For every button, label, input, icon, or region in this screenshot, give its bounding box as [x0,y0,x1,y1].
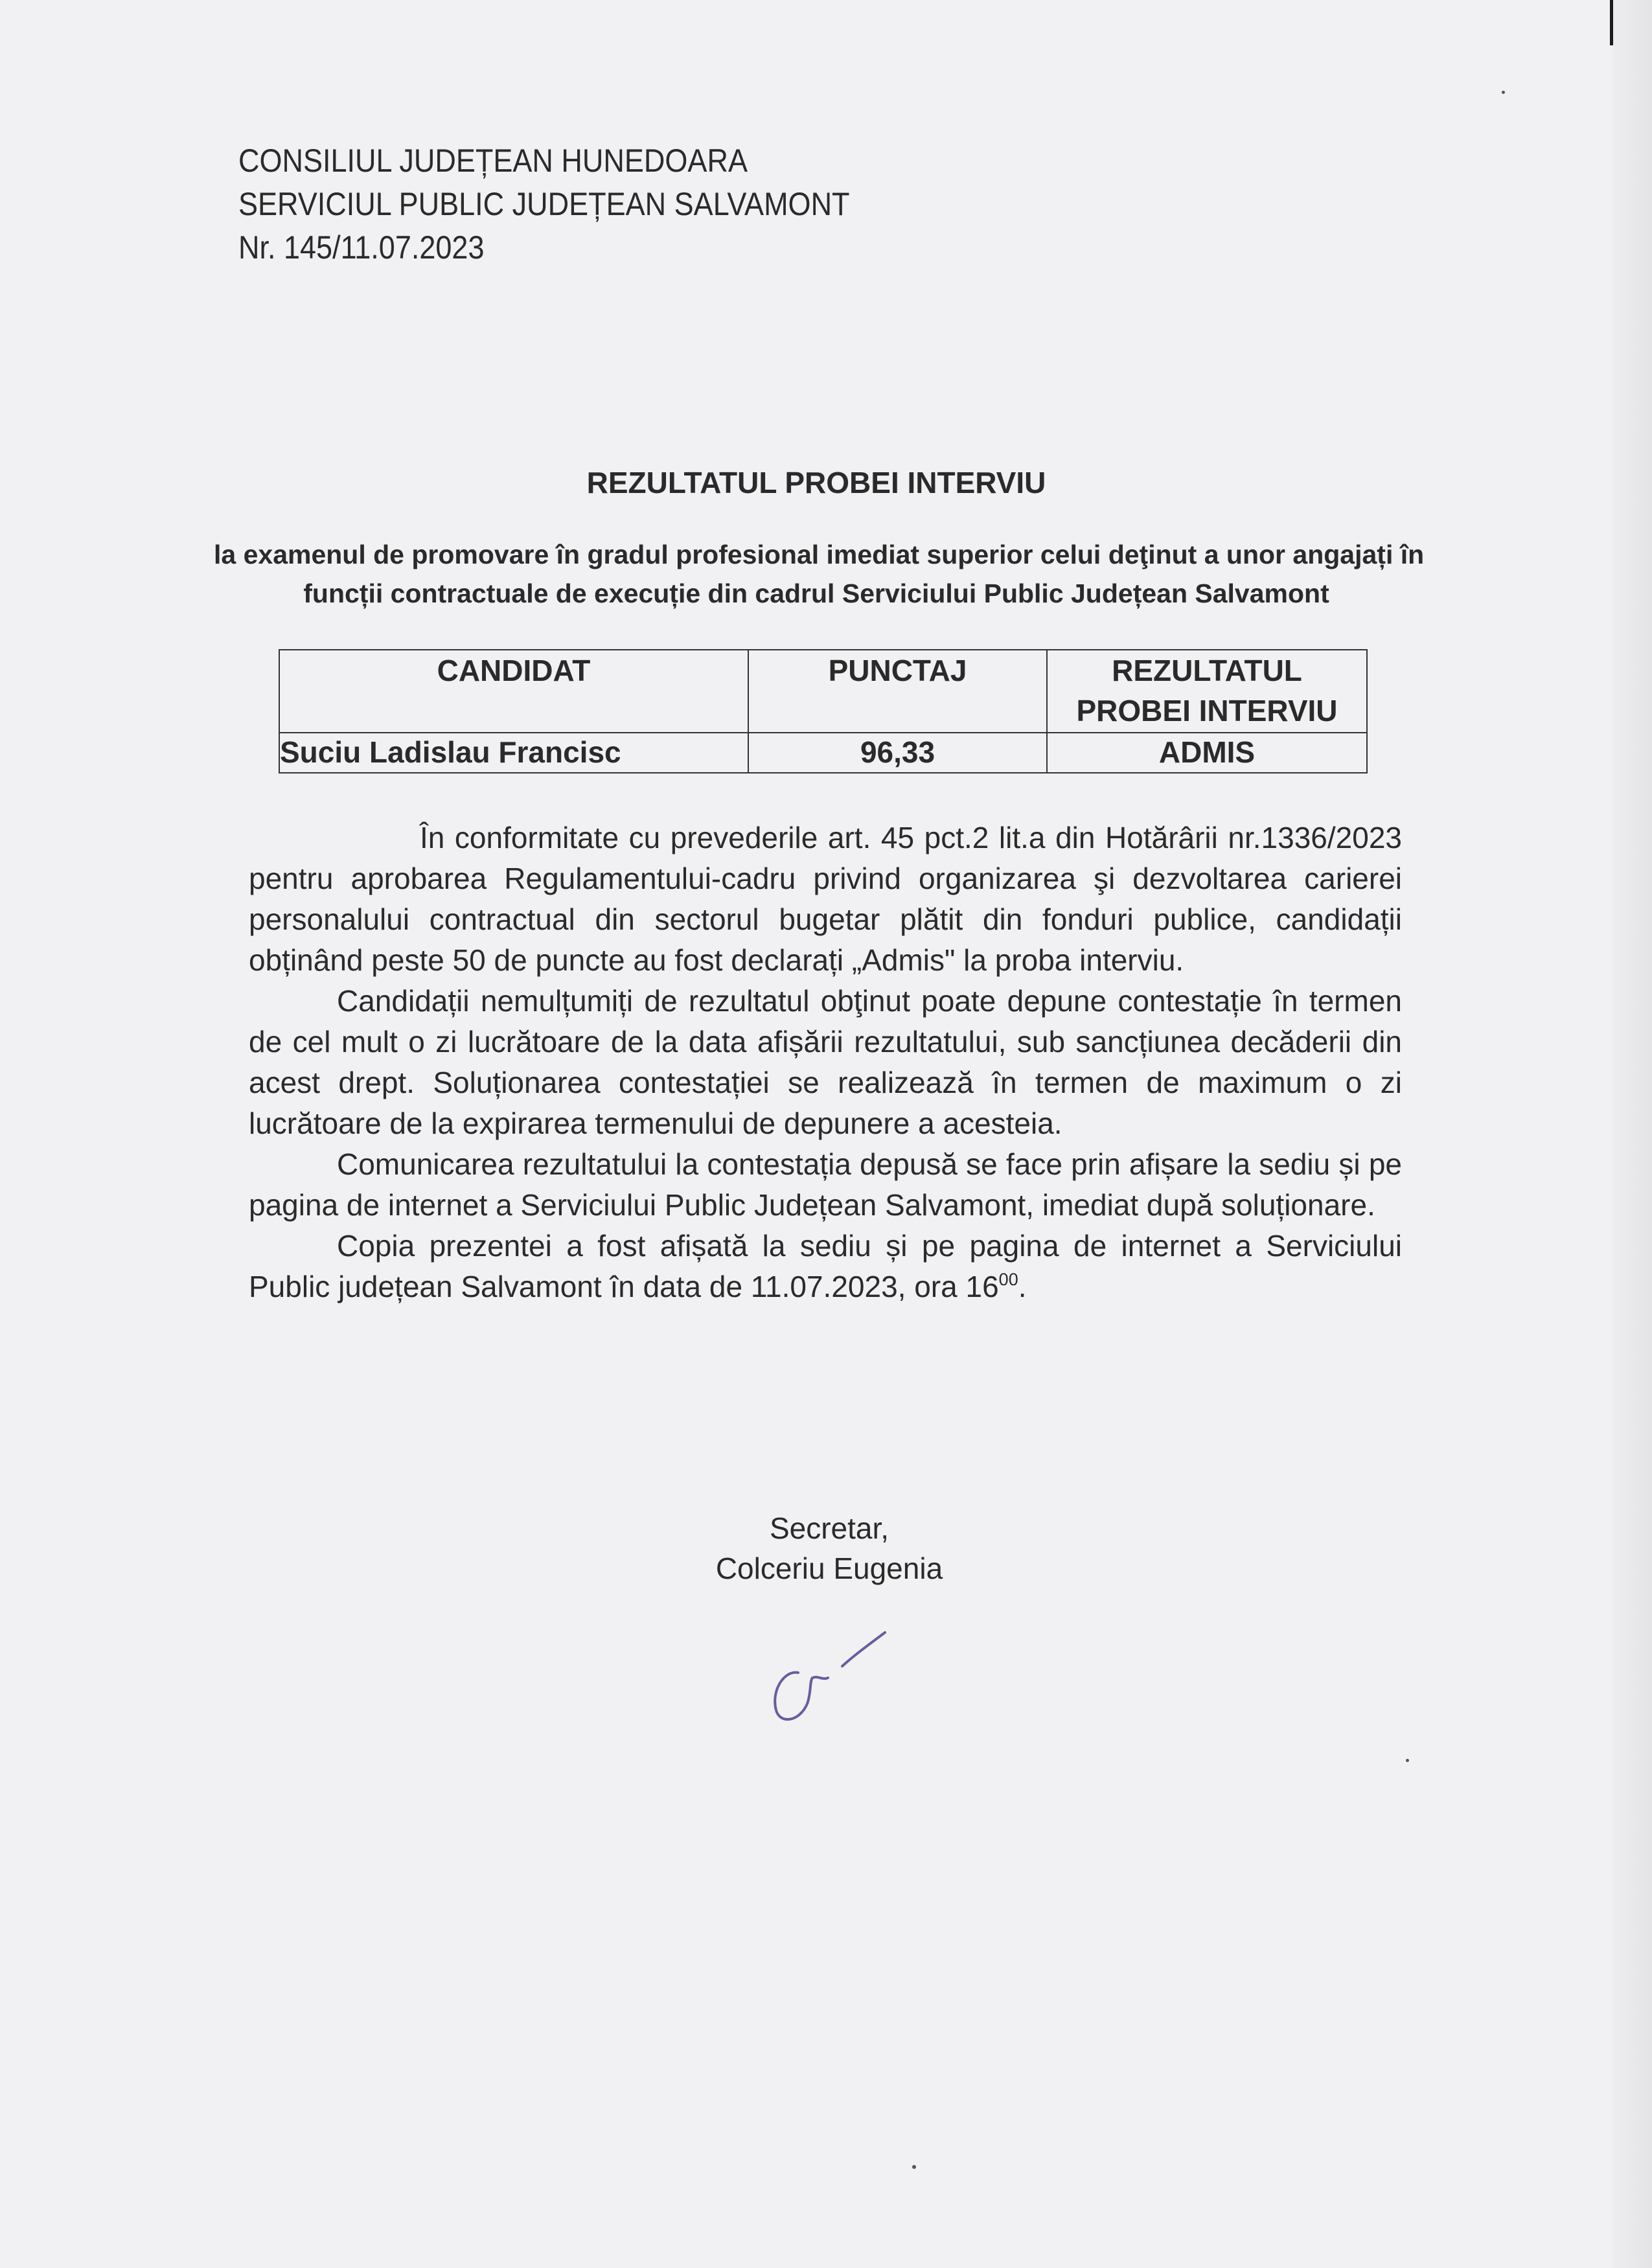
page-edge-shadow [1610,0,1613,45]
candidate-result: ADMIS [1047,733,1367,773]
scan-speck [1502,91,1505,94]
subtitle-line-1: la examenul de promovare în gradul profesional imediat superior celui deţinut a unor angajați în [214,540,1425,569]
candidate-name: Suciu Ladislau Francisc [279,733,748,773]
document-header [238,139,850,269]
handwritten-signature [758,1613,926,1743]
header-service: SERVICIUL PUBLIC JUDEȚEAN SALVAMONT [238,186,850,222]
signatory-role: Secretar, [769,1511,889,1545]
header-rezultat-line-1: REZULTATUL [1112,654,1302,687]
paragraph-posting [249,1226,1402,1307]
paragraph-legal-basis: În conformitate cu prevederile art. 45 pct.2 lit.a din Hotărârii nr.1336/2023 pentru aprobarea Regulamentului-cadru privind organizarea şi dezvoltarea carierei personalului contractual din sectorul bugetar plătit din fonduri publice, candidații obținând peste 50 de puncte au fost declarați „Admis" la proba interviu. [249,821,1402,977]
posting-text: Copia prezentei a fost afișată la sediu și pe pagina de internet a Serviciului Public județean Salvamont în data de 11.07.2023, ora 16 [249,1229,1402,1303]
header-rezultat [1047,650,1367,733]
results-table [279,649,1368,773]
document-title: REZULTATUL PROBEI INTERVIU [586,466,1046,499]
header-candidat: CANDIDAT [279,650,748,733]
page-edge [1613,0,1652,2268]
signatory-name: Colceriu Eugenia [715,1552,943,1585]
signature-block [648,1508,1011,1588]
table-row [279,733,1367,773]
document-body [249,818,1402,1307]
paragraph-contestation: Candidații nemulțumiți de rezultatul obţinut poate depune contestație în termen de cel mult o zi lucrătoare de la data afișării rezultatului, sub sancțiunea decăderii din acest drept. Soluționarea contestației se realizează în termen de maximum o zi lucrătoare de la expirarea termenului de depunere a acesteia. [249,984,1402,1140]
posting-end: . [1018,1270,1027,1303]
posting-hour-minutes: 00 [998,1270,1018,1289]
paragraph-communication: Comunicarea rezultatului la contestația depusă se face prin afișare la sediu și pe pagina de internet a Serviciului Public Județean Salvamont, imediat după soluționare. [249,1147,1402,1222]
candidate-score: 96,33 [748,733,1047,773]
subtitle-line-2: funcții contractuale de execuție din cadrul Serviciului Public Județean Salvamont [303,578,1329,608]
header-institution: CONSILIUL JUDEȚEAN HUNEDOARA [238,143,748,179]
header-punctaj: PUNCTAJ [748,650,1047,733]
scan-speck [912,2165,916,2169]
scan-speck [1406,1759,1409,1762]
header-registration-number: Nr. 145/11.07.2023 [238,229,485,266]
header-rezultat-line-2: PROBEI INTERVIU [1076,694,1338,727]
document-subtitle [214,535,1425,613]
results-table-header-row [279,650,1367,733]
